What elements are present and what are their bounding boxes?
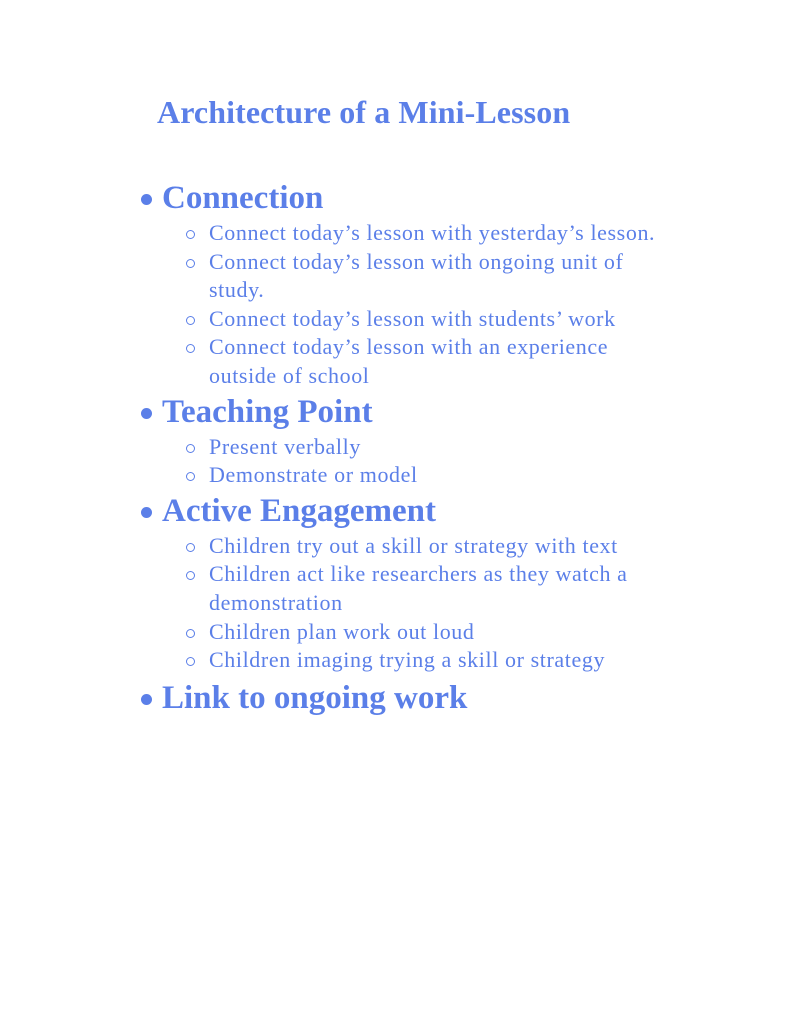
circle-bullet-icon xyxy=(186,629,195,638)
list-item-text: Demonstrate or model xyxy=(209,462,418,488)
section-heading: Link to ongoing work xyxy=(162,679,468,716)
list-item-text: Connect today’s lesson with an experience outside of school xyxy=(209,334,609,388)
section-teaching-point xyxy=(138,391,738,490)
section-heading: Connection xyxy=(162,180,324,216)
list-item-text: Connect today’s lesson with students’ work xyxy=(209,305,616,331)
list-item xyxy=(138,305,679,334)
circle-bullet-icon xyxy=(186,444,195,453)
list-item-text: Present verbally xyxy=(209,433,361,459)
circle-bullet-icon xyxy=(186,472,195,481)
bullet-icon xyxy=(141,507,152,518)
section-active-engagement xyxy=(138,490,738,675)
section-header xyxy=(138,677,738,719)
list-item xyxy=(138,461,679,490)
list-item xyxy=(138,618,679,647)
list-item-text: Children act like researchers as they watch a demonstration xyxy=(209,561,628,615)
list-item xyxy=(138,560,679,617)
list-item-text: Children imaging trying a skill or strategy xyxy=(209,647,606,673)
bullet-icon xyxy=(141,408,152,419)
list-item xyxy=(138,248,679,305)
section-heading: Teaching Point xyxy=(162,393,373,430)
page-title: Architecture of a Mini-Lesson xyxy=(157,94,571,130)
section-header xyxy=(138,490,738,532)
section-heading: Active Engagement xyxy=(162,492,437,529)
circle-bullet-icon xyxy=(186,259,195,268)
list-item-text: Children plan work out loud xyxy=(209,618,475,644)
section-header xyxy=(138,177,738,219)
list-item xyxy=(138,219,679,248)
list-item-text: Connect today’s lesson with ongoing unit of study. xyxy=(209,248,624,303)
circle-bullet-icon xyxy=(186,657,195,666)
list-item-text: Children try out a skill or strategy with text xyxy=(209,532,618,558)
sub-list xyxy=(138,433,738,490)
circle-bullet-icon xyxy=(186,230,195,239)
list-item xyxy=(138,646,679,675)
sub-list xyxy=(138,219,738,391)
section-connection xyxy=(138,177,738,391)
circle-bullet-icon xyxy=(186,316,195,325)
sub-list xyxy=(138,532,738,675)
circle-bullet-icon xyxy=(186,543,195,552)
list-item xyxy=(138,333,679,390)
section-header xyxy=(138,391,738,433)
bullet-icon xyxy=(141,694,152,705)
list-item-text: Connect today’s lesson with yesterday’s lesson. xyxy=(209,220,656,245)
circle-bullet-icon xyxy=(186,344,195,353)
circle-bullet-icon xyxy=(186,571,195,580)
section-link-to-ongoing-work xyxy=(138,677,738,719)
list-item xyxy=(138,532,679,561)
bullet-icon xyxy=(141,194,152,205)
section-list xyxy=(138,177,738,719)
list-item xyxy=(138,433,679,462)
